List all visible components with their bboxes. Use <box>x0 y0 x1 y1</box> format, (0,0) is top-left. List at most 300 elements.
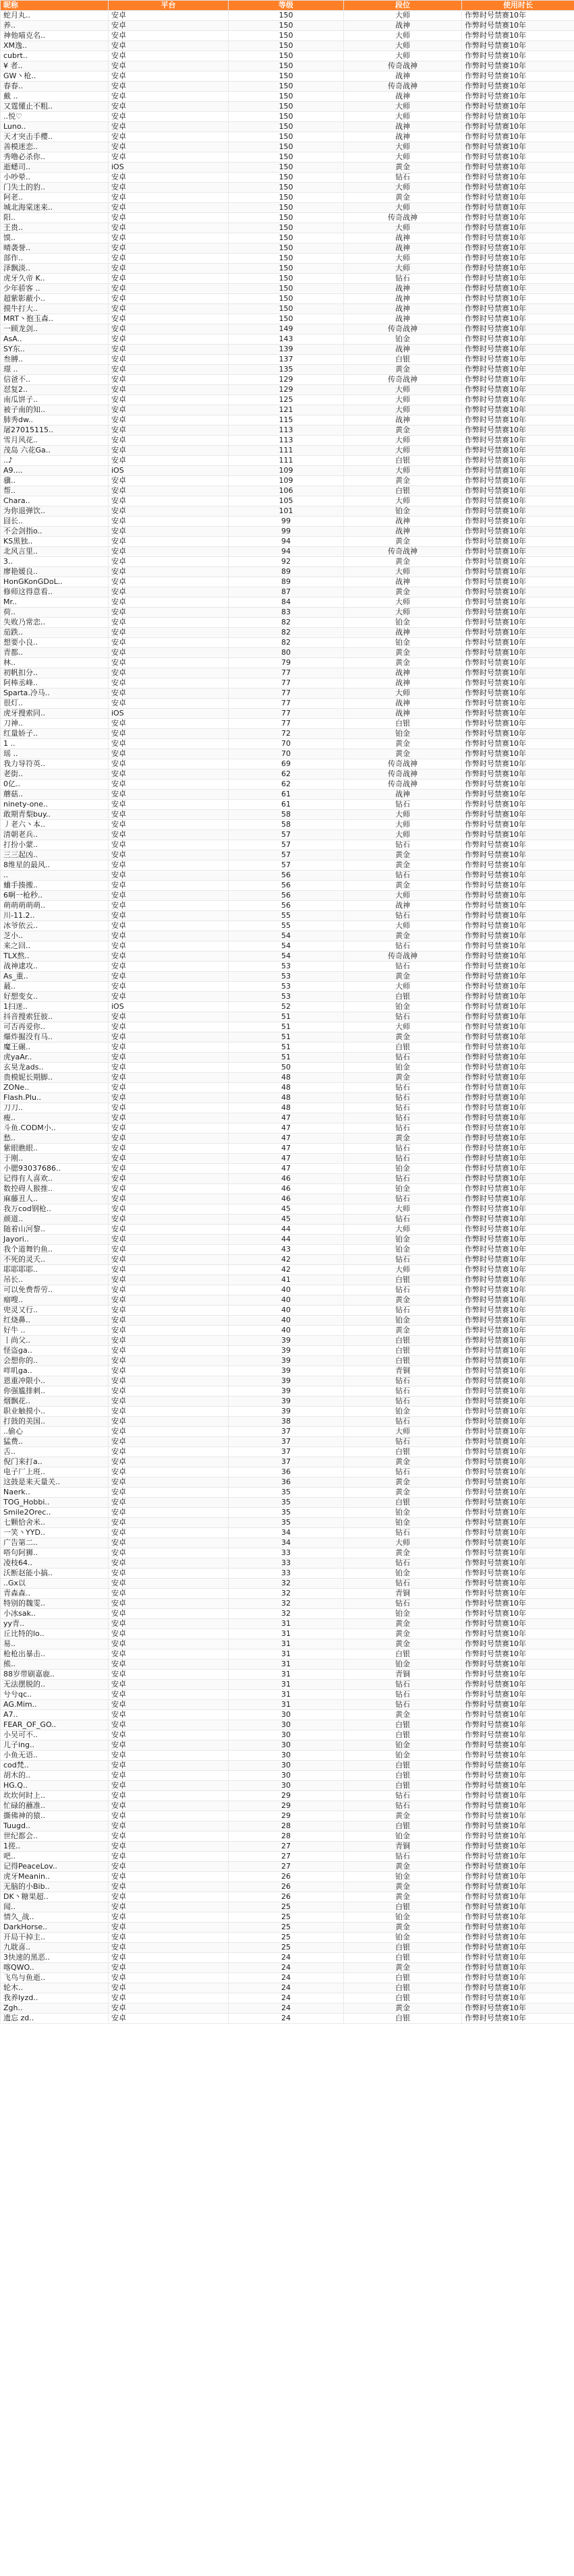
level-cell: 150 <box>229 71 344 82</box>
rank-cell: 铂金 <box>344 1508 462 1518</box>
level-cell: 150 <box>229 102 344 112</box>
platform-cell: 安卓 <box>109 790 229 800</box>
rank-cell: 铂金 <box>344 638 462 648</box>
rank-cell: 白银 <box>344 1498 462 1508</box>
rank-cell: 传奇战神 <box>344 61 462 71</box>
level-cell: 150 <box>229 92 344 102</box>
table-row <box>1 1356 574 1366</box>
level-cell: 99 <box>229 527 344 537</box>
nickname-cell: 1扫迷.. <box>1 1002 109 1012</box>
duration-cell: 作弊时号禁赛10年 <box>462 1488 574 1498</box>
rank-cell: 传奇战神 <box>344 213 462 223</box>
platform-cell: 安卓 <box>109 1457 229 1467</box>
rank-cell: 大师 <box>344 254 462 264</box>
level-cell: 24 <box>229 2003 344 2014</box>
duration-cell: 作弊时号禁赛10年 <box>462 1002 574 1012</box>
rank-cell: 白银 <box>344 1649 462 1660</box>
rank-cell: 传奇战神 <box>344 547 462 557</box>
nickname-cell: 88岁带刷嘉鹿.. <box>1 1670 109 1680</box>
duration-cell: 作弊时号禁赛10年 <box>462 163 574 173</box>
table-row <box>1 587 574 597</box>
duration-cell: 作弊时号禁赛10年 <box>462 931 574 941</box>
rank-cell: 钻石 <box>344 1467 462 1477</box>
nickname-cell: 初帆扣分.. <box>1 668 109 678</box>
platform-cell: 安卓 <box>109 1680 229 1690</box>
nickname-cell: 沃断赵能小搞.. <box>1 1569 109 1579</box>
duration-cell: 作弊时号禁赛10年 <box>462 203 574 213</box>
level-cell: 150 <box>229 61 344 71</box>
level-cell: 46 <box>229 1184 344 1194</box>
nickname-cell: 3.. <box>1 557 109 567</box>
duration-cell: 作弊时号禁赛10年 <box>462 638 574 648</box>
duration-cell: 作弊时号禁赛10年 <box>462 1063 574 1073</box>
level-cell: 51 <box>229 1022 344 1032</box>
level-cell: 121 <box>229 405 344 415</box>
nickname-cell: 记得PeaceLov.. <box>1 1862 109 1872</box>
rank-cell: 大师 <box>344 395 462 405</box>
duration-cell: 作弊时号禁赛10年 <box>462 102 574 112</box>
table-row <box>1 881 574 891</box>
platform-cell: 安卓 <box>109 405 229 415</box>
rank-cell: 大师 <box>344 1427 462 1437</box>
platform-cell: 安卓 <box>109 820 229 830</box>
rank-cell: 战神 <box>344 314 462 324</box>
nickname-cell: Zgh.. <box>1 2003 109 2014</box>
nickname-cell: 泽飘淡.. <box>1 264 109 274</box>
platform-cell: 安卓 <box>109 992 229 1002</box>
rank-cell: 黄金 <box>344 1639 462 1649</box>
rank-cell: 战神 <box>344 517 462 527</box>
table-row <box>1 1134 574 1144</box>
nickname-cell: 南瓜饼子.. <box>1 395 109 405</box>
duration-cell: 作弊时号禁赛10年 <box>462 1073 574 1083</box>
level-cell: 47 <box>229 1123 344 1134</box>
level-cell: 40 <box>229 1306 344 1316</box>
nickname-cell: 开局干掉主.. <box>1 1933 109 1943</box>
rank-cell: 钻石 <box>344 871 462 881</box>
duration-cell: 作弊时号禁赛10年 <box>462 992 574 1002</box>
rank-cell: 钻石 <box>344 1306 462 1316</box>
platform-cell: 安卓 <box>109 1144 229 1154</box>
level-cell: 31 <box>229 1690 344 1700</box>
duration-cell: 作弊时号禁赛10年 <box>462 952 574 962</box>
level-cell: 50 <box>229 1063 344 1073</box>
table-row <box>1 577 574 587</box>
platform-cell: 安卓 <box>109 719 229 729</box>
nickname-cell: 林.. <box>1 658 109 668</box>
platform-cell: 安卓 <box>109 597 229 608</box>
rank-cell: 钻石 <box>344 274 462 284</box>
table-row <box>1 597 574 608</box>
platform-cell: iOS <box>109 709 229 719</box>
nickname-cell: Smile2Orec.. <box>1 1508 109 1518</box>
duration-cell: 作弊时号禁赛10年 <box>462 830 574 840</box>
duration-cell: 作弊时号禁赛10年 <box>462 1548 574 1558</box>
rank-cell: 白银 <box>344 1447 462 1457</box>
platform-cell: 安卓 <box>109 557 229 567</box>
duration-cell: 作弊时号禁赛10年 <box>462 1720 574 1730</box>
table-row <box>1 1144 574 1154</box>
rank-cell: 黄金 <box>344 163 462 173</box>
level-cell: 150 <box>229 274 344 284</box>
duration-cell: 作弊时号禁赛10年 <box>462 506 574 517</box>
platform-cell: 安卓 <box>109 1963 229 1973</box>
level-cell: 27 <box>229 1862 344 1872</box>
table-row <box>1 608 574 618</box>
platform-cell: 安卓 <box>109 941 229 952</box>
platform-cell: 安卓 <box>109 689 229 699</box>
platform-cell: 安卓 <box>109 1801 229 1811</box>
platform-cell: 安卓 <box>109 324 229 334</box>
level-cell: 44 <box>229 1235 344 1245</box>
table-row <box>1 61 574 71</box>
table-row <box>1 1346 574 1356</box>
level-cell: 47 <box>229 1134 344 1144</box>
rank-cell: 铂金 <box>344 1609 462 1619</box>
level-cell: 150 <box>229 152 344 163</box>
platform-cell: 安卓 <box>109 800 229 810</box>
duration-cell: 作弊时号禁赛10年 <box>462 517 574 527</box>
rank-cell: 白银 <box>344 1902 462 1912</box>
duration-cell: 作弊时号禁赛10年 <box>462 152 574 163</box>
nickname-cell: 青都.. <box>1 648 109 658</box>
level-cell: 58 <box>229 820 344 830</box>
rank-cell: 白银 <box>344 486 462 496</box>
rank-cell: 铂金 <box>344 1912 462 1923</box>
nickname-cell: 贵模妮长期脚.. <box>1 1073 109 1083</box>
duration-cell: 作弊时号禁赛10年 <box>462 1103 574 1113</box>
platform-cell: 安卓 <box>109 1609 229 1619</box>
platform-cell: 安卓 <box>109 486 229 496</box>
platform-cell: 安卓 <box>109 1488 229 1498</box>
table-row <box>1 1306 574 1316</box>
duration-cell: 作弊时号禁赛10年 <box>462 1164 574 1174</box>
duration-cell: 作弊时号禁赛10年 <box>462 132 574 142</box>
platform-cell: 安卓 <box>109 294 229 304</box>
table-row <box>1 51 574 61</box>
rank-cell: 战神 <box>344 122 462 132</box>
rank-cell: 传奇战神 <box>344 759 462 769</box>
duration-cell: 作弊时号禁赛10年 <box>462 476 574 486</box>
level-cell: 143 <box>229 334 344 345</box>
rank-cell: 铂金 <box>344 1751 462 1761</box>
nickname-cell: 不死的灵夭.. <box>1 1255 109 1265</box>
table-row <box>1 486 574 496</box>
rank-cell: 白银 <box>344 1275 462 1285</box>
level-cell: 48 <box>229 1083 344 1093</box>
level-cell: 37 <box>229 1427 344 1437</box>
nickname-cell: 魔王碾.. <box>1 1043 109 1053</box>
duration-cell: 作弊时号禁赛10年 <box>462 1862 574 1872</box>
duration-cell: 作弊时号禁赛10年 <box>462 1579 574 1589</box>
duration-cell: 作弊时号禁赛10年 <box>462 1336 574 1346</box>
level-cell: 46 <box>229 1174 344 1184</box>
table-row <box>1 780 574 790</box>
nickname-cell: 阿棒丞峰.. <box>1 678 109 689</box>
nickname-cell: 电子厂上班.. <box>1 1467 109 1477</box>
rank-cell: 白银 <box>344 1781 462 1791</box>
duration-cell: 作弊时号禁赛10年 <box>462 941 574 952</box>
rank-cell: 大师 <box>344 264 462 274</box>
rank-cell: 大师 <box>344 203 462 213</box>
level-cell: 26 <box>229 1892 344 1902</box>
level-cell: 56 <box>229 901 344 911</box>
platform-cell: 安卓 <box>109 1923 229 1933</box>
platform-cell: 安卓 <box>109 1032 229 1043</box>
platform-cell: 安卓 <box>109 1194 229 1204</box>
rank-cell: 黄金 <box>344 1073 462 1083</box>
table-row <box>1 1417 574 1427</box>
duration-cell: 作弊时号禁赛10年 <box>462 1842 574 1852</box>
table-row <box>1 1214 574 1225</box>
platform-cell: 安卓 <box>109 840 229 850</box>
table-row <box>1 1690 574 1700</box>
table-row <box>1 173 574 183</box>
platform-cell: 安卓 <box>109 395 229 405</box>
table-row <box>1 1437 574 1447</box>
level-cell: 37 <box>229 1457 344 1467</box>
nickname-cell: 阳.. <box>1 213 109 223</box>
table-row <box>1 1164 574 1174</box>
duration-cell: 作弊时号禁赛10年 <box>462 1316 574 1326</box>
level-cell: 54 <box>229 952 344 962</box>
table-row <box>1 668 574 678</box>
rank-cell: 大师 <box>344 1538 462 1548</box>
table-row <box>1 739 574 749</box>
level-cell: 24 <box>229 1973 344 1983</box>
rank-cell: 白银 <box>344 1943 462 1953</box>
duration-cell: 作弊时号禁赛10年 <box>462 729 574 739</box>
table-row <box>1 1923 574 1933</box>
table-row <box>1 1275 574 1285</box>
rank-cell: 大师 <box>344 1225 462 1235</box>
duration-cell: 作弊时号禁赛10年 <box>462 749 574 759</box>
table-row <box>1 658 574 668</box>
rank-cell: 白银 <box>344 1993 462 2003</box>
table-row <box>1 71 574 82</box>
platform-cell: 安卓 <box>109 749 229 759</box>
duration-cell: 作弊时号禁赛10年 <box>462 264 574 274</box>
table-row <box>1 142 574 152</box>
level-cell: 77 <box>229 668 344 678</box>
duration-cell: 作弊时号禁赛10年 <box>462 891 574 901</box>
nickname-cell: XM逸.. <box>1 41 109 51</box>
duration-cell: 作弊时号禁赛10年 <box>462 193 574 203</box>
level-cell: 150 <box>229 51 344 61</box>
nickname-cell: 想要小良.. <box>1 638 109 648</box>
duration-cell: 作弊时号禁赛10年 <box>462 41 574 51</box>
table-row <box>1 1123 574 1134</box>
rank-cell: 大师 <box>344 436 462 446</box>
rank-cell: 黄金 <box>344 850 462 860</box>
table-row <box>1 233 574 243</box>
rank-cell: 大师 <box>344 223 462 233</box>
duration-cell: 作弊时号禁赛10年 <box>462 1144 574 1154</box>
nickname-cell: A7.. <box>1 1710 109 1720</box>
platform-cell: iOS <box>109 466 229 476</box>
platform-cell: 安卓 <box>109 142 229 152</box>
duration-cell: 作弊时号禁赛10年 <box>462 1366 574 1376</box>
table-row <box>1 1963 574 1973</box>
platform-cell: 安卓 <box>109 1204 229 1214</box>
rank-cell: 黄金 <box>344 739 462 749</box>
table-row <box>1 1457 574 1467</box>
rank-cell: 白银 <box>344 1771 462 1781</box>
rank-cell: 铂金 <box>344 1518 462 1528</box>
platform-cell: 安卓 <box>109 1660 229 1670</box>
level-cell: 150 <box>229 173 344 183</box>
duration-cell: 作弊时号禁赛10年 <box>462 294 574 304</box>
platform-cell: 安卓 <box>109 850 229 860</box>
table-row <box>1 122 574 132</box>
duration-cell: 作弊时号禁赛10年 <box>462 547 574 557</box>
duration-cell: 作弊时号禁赛10年 <box>462 1639 574 1649</box>
platform-cell: 安卓 <box>109 385 229 395</box>
table-row <box>1 426 574 436</box>
table-row <box>1 1882 574 1892</box>
platform-cell: 安卓 <box>109 972 229 982</box>
platform-cell: 安卓 <box>109 1508 229 1518</box>
level-cell: 82 <box>229 628 344 638</box>
rank-cell: 铂金 <box>344 1063 462 1073</box>
platform-cell: 安卓 <box>109 1295 229 1306</box>
nickname-cell: 一顾龙剑.. <box>1 324 109 334</box>
duration-cell: 作弊时号禁赛10年 <box>462 1255 574 1265</box>
table-row <box>1 1872 574 1882</box>
table-row <box>1 1225 574 1235</box>
nickname-cell: 荷.. <box>1 608 109 618</box>
duration-cell: 作弊时号禁赛10年 <box>462 385 574 395</box>
table-row <box>1 1973 574 1983</box>
duration-cell: 作弊时号禁赛10年 <box>462 769 574 780</box>
rank-cell: 黄金 <box>344 1892 462 1902</box>
level-cell: 57 <box>229 830 344 840</box>
level-cell: 129 <box>229 375 344 385</box>
duration-cell: 作弊时号禁赛10年 <box>462 365 574 375</box>
level-cell: 51 <box>229 1053 344 1063</box>
nickname-cell: 少年骄客 .. <box>1 284 109 294</box>
duration-cell: 作弊时号禁赛10年 <box>462 1538 574 1548</box>
platform-cell: 安卓 <box>109 2003 229 2014</box>
platform-cell: 安卓 <box>109 1639 229 1649</box>
platform-cell: 安卓 <box>109 567 229 577</box>
table-row <box>1 1538 574 1548</box>
rank-cell: 白银 <box>344 1730 462 1740</box>
platform-cell: 安卓 <box>109 1113 229 1123</box>
rank-cell: 白银 <box>344 992 462 1002</box>
nickname-cell: Naerk.. <box>1 1488 109 1498</box>
platform-cell: 安卓 <box>109 1872 229 1882</box>
table-row <box>1 1488 574 1498</box>
platform-cell: 安卓 <box>109 1629 229 1639</box>
platform-cell: 安卓 <box>109 1407 229 1417</box>
table-row <box>1 1730 574 1740</box>
nickname-cell: DarkHorse.. <box>1 1923 109 1933</box>
header-row <box>1 1 574 11</box>
level-cell: 24 <box>229 2014 344 2024</box>
rank-cell: 黄金 <box>344 2003 462 2014</box>
duration-cell: 作弊时号禁赛10年 <box>462 1043 574 1053</box>
level-cell: 28 <box>229 1832 344 1842</box>
rank-cell: 战神 <box>344 21 462 31</box>
duration-cell: 作弊时号禁赛10年 <box>462 1811 574 1821</box>
rank-cell: 战神 <box>344 415 462 426</box>
platform-cell: 安卓 <box>109 223 229 233</box>
nickname-cell: 神他喵克名.. <box>1 31 109 41</box>
rank-cell: 黄金 <box>344 426 462 436</box>
rank-cell: 战神 <box>344 132 462 142</box>
rank-cell: 战神 <box>344 71 462 82</box>
nickname-cell: 凌枝64.. <box>1 1558 109 1569</box>
level-cell: 77 <box>229 709 344 719</box>
nickname-cell: 世纪都会.. <box>1 1832 109 1842</box>
table-row <box>1 1589 574 1599</box>
level-cell: 83 <box>229 608 344 618</box>
platform-cell: 安卓 <box>109 1447 229 1457</box>
duration-cell: 作弊时号禁赛10年 <box>462 1619 574 1629</box>
platform-cell: 安卓 <box>109 1912 229 1923</box>
nickname-cell: 吊长.. <box>1 1275 109 1285</box>
level-cell: 31 <box>229 1660 344 1670</box>
nickname-cell: 戴 .. <box>1 92 109 102</box>
table-row <box>1 547 574 557</box>
table-row <box>1 1953 574 1963</box>
table-row <box>1 1386 574 1397</box>
rank-cell: 白银 <box>344 1973 462 1983</box>
nickname-cell: cod梵.. <box>1 1761 109 1771</box>
table-row <box>1 1285 574 1295</box>
duration-cell: 作弊时号禁赛10年 <box>462 1397 574 1407</box>
platform-cell: 安卓 <box>109 1538 229 1548</box>
nickname-cell: 为你退弹饮.. <box>1 506 109 517</box>
duration-cell: 作弊时号禁赛10年 <box>462 719 574 729</box>
rank-cell: 钻石 <box>344 1123 462 1134</box>
platform-cell: 安卓 <box>109 1720 229 1730</box>
level-cell: 30 <box>229 1771 344 1781</box>
platform-cell: 安卓 <box>109 1306 229 1316</box>
table-row <box>1 82 574 92</box>
level-cell: 39 <box>229 1397 344 1407</box>
nickname-cell: 红量娇子.. <box>1 729 109 739</box>
level-cell: 113 <box>229 426 344 436</box>
table-row <box>1 992 574 1002</box>
level-cell: 35 <box>229 1498 344 1508</box>
rank-cell: 钻石 <box>344 1700 462 1710</box>
level-cell: 150 <box>229 163 344 173</box>
nickname-cell: 抖音搜索狂彼.. <box>1 1012 109 1022</box>
table-row <box>1 334 574 345</box>
table-row <box>1 567 574 577</box>
platform-cell: 安卓 <box>109 122 229 132</box>
rank-cell: 钻石 <box>344 1083 462 1093</box>
level-cell: 25 <box>229 1943 344 1953</box>
nickname-cell: 这鼓是来天量关.. <box>1 1477 109 1488</box>
rank-cell: 白银 <box>344 1356 462 1366</box>
platform-cell: 安卓 <box>109 334 229 345</box>
table-row <box>1 628 574 638</box>
table-row <box>1 112 574 122</box>
level-cell: 39 <box>229 1366 344 1376</box>
table-row <box>1 294 574 304</box>
duration-cell: 作弊时号禁赛10年 <box>462 1275 574 1285</box>
platform-cell: 安卓 <box>109 699 229 709</box>
nickname-cell: 晴袭誉.. <box>1 243 109 254</box>
table-row <box>1 1902 574 1912</box>
nickname-cell: 璟 .. <box>1 365 109 375</box>
platform-cell: 安卓 <box>109 1376 229 1386</box>
nickname-cell: 部作.. <box>1 254 109 264</box>
nickname-cell: 不会剑指o.. <box>1 527 109 537</box>
